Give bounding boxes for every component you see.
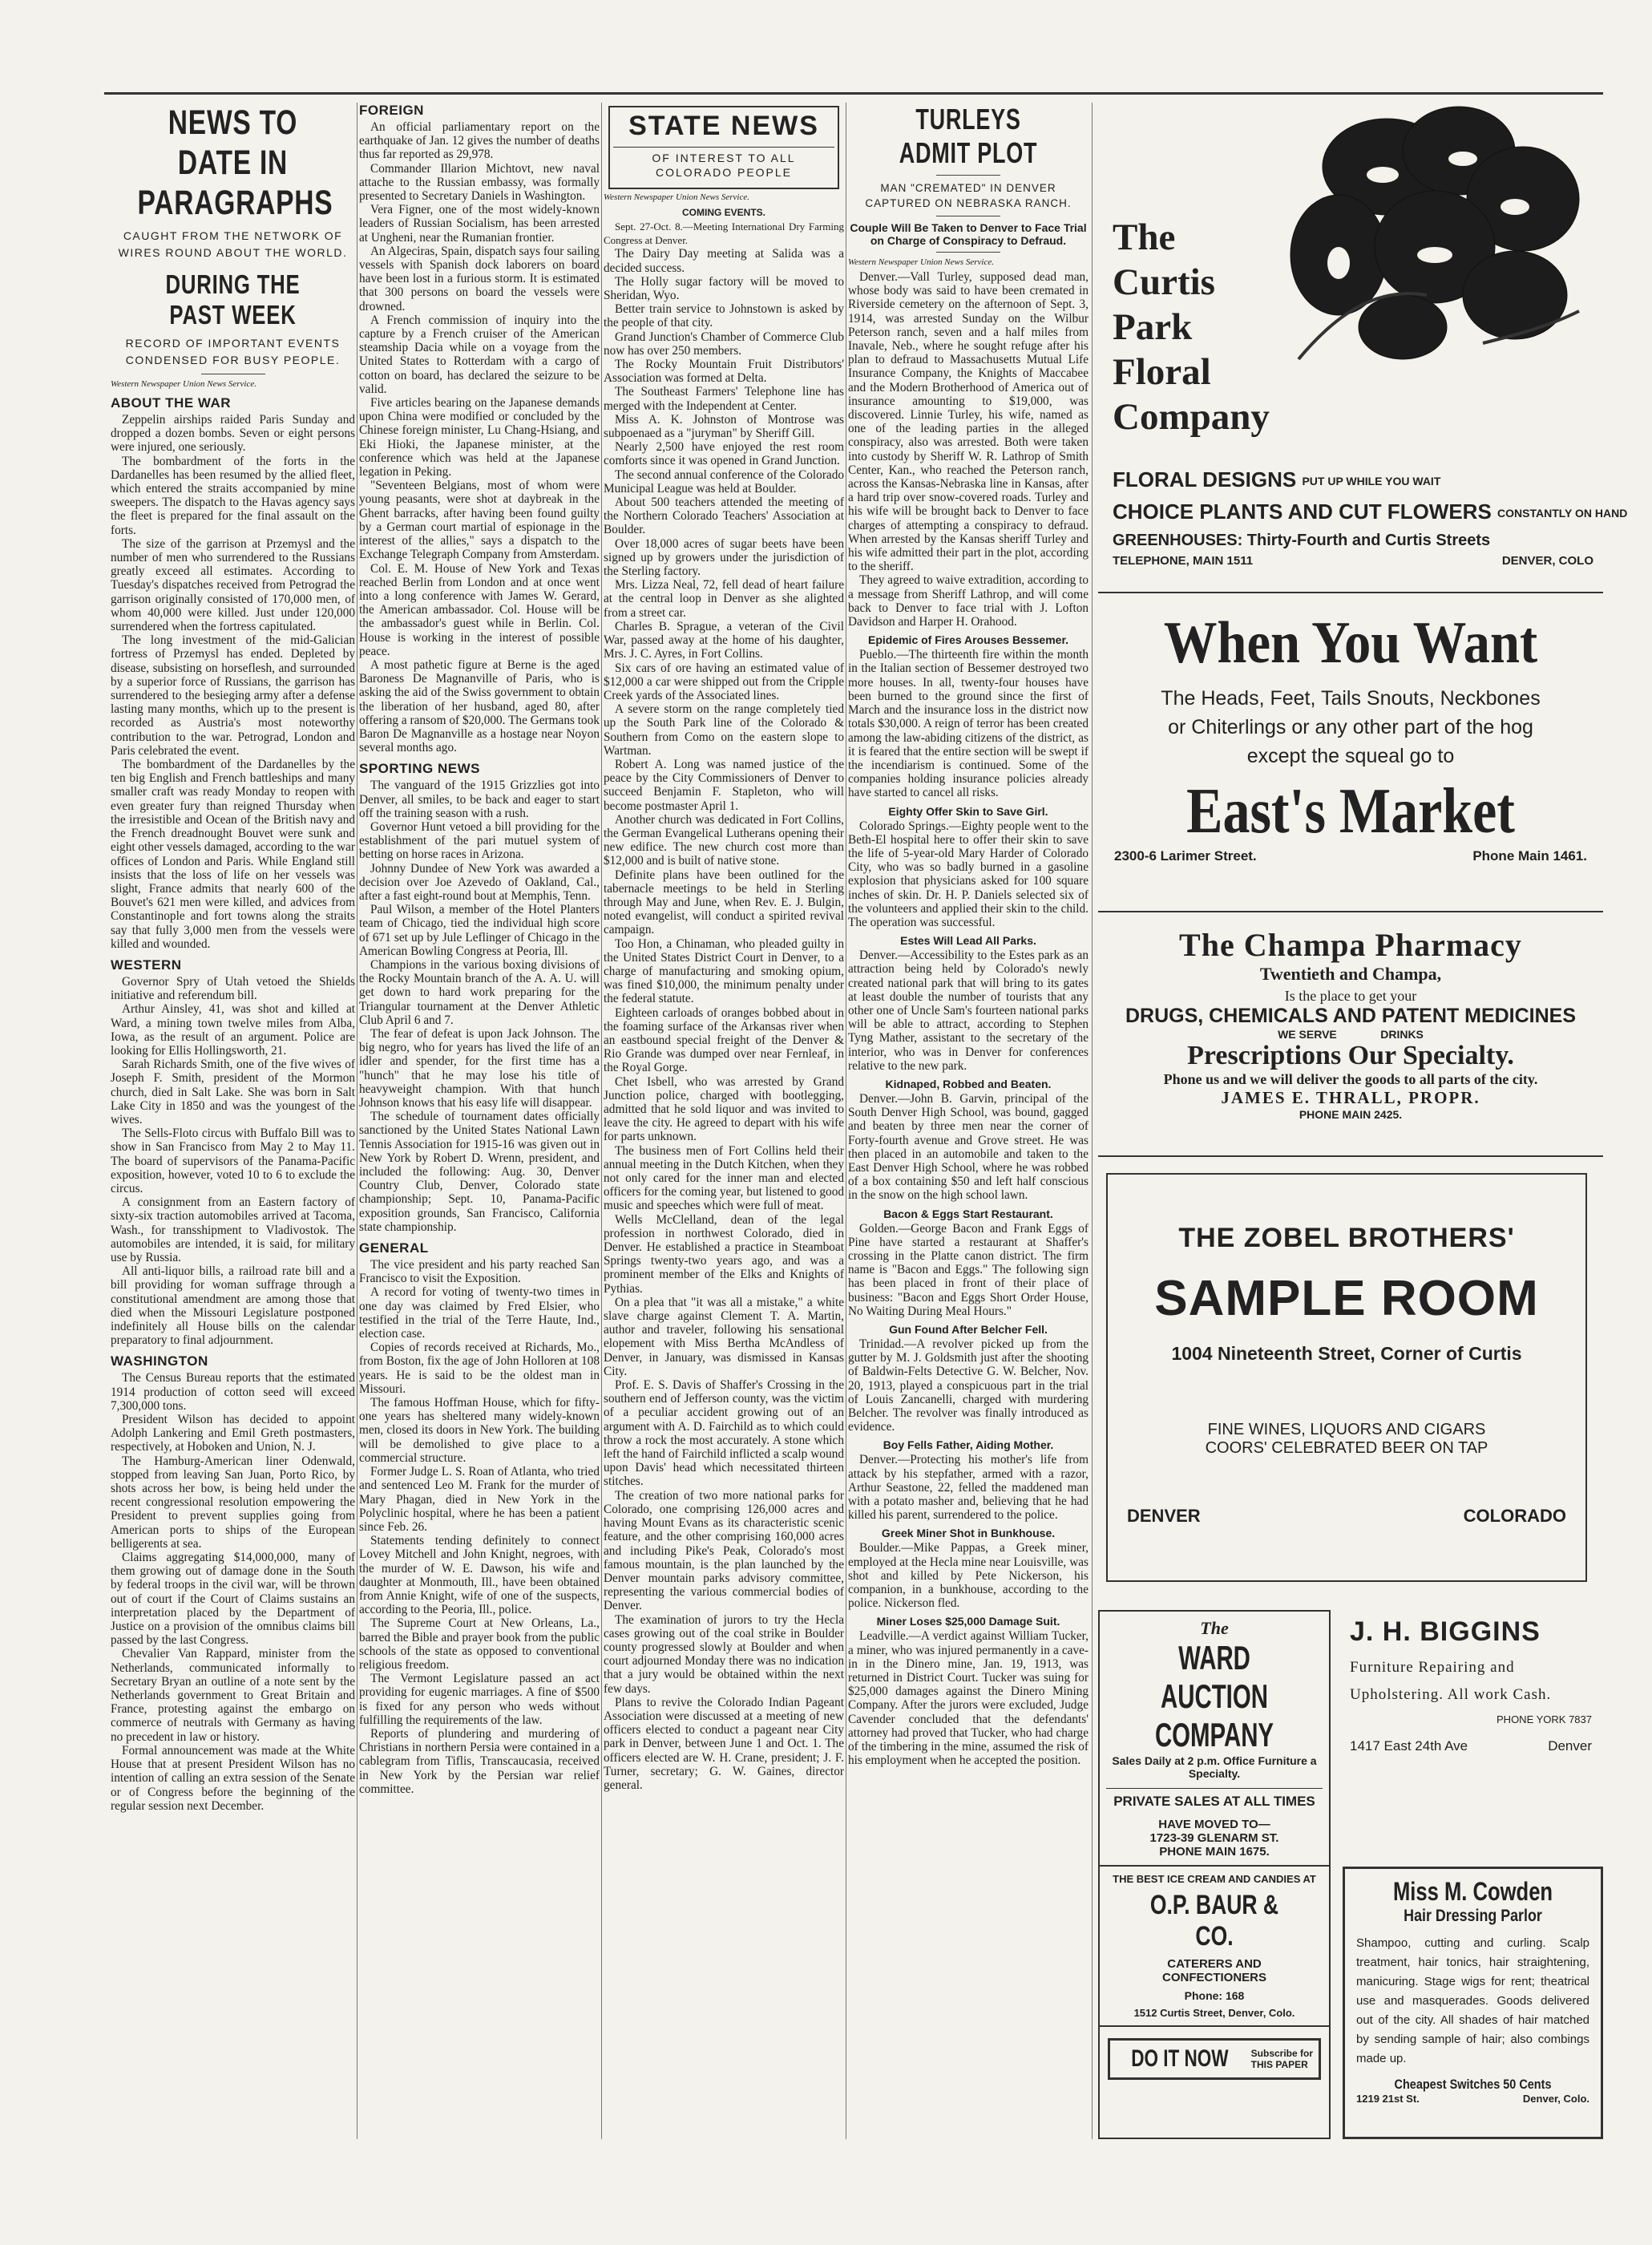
article-paragraph: The long investment of the mid-Galician fortress of Przemysl has ended. Depleted by disease, subsisting on horseflesh, and surrounded by a superior force of Russians, the garrison has surrendered to the besieging army after a defense lasting many months, which up to the present is recorded as Austria's most noteworthy contribution to the war. Petrograd, London and Paris celebrated the event. [111, 633, 355, 758]
zobel-sample-room: SAMPLE ROOM [1154, 1271, 1539, 1326]
baur-line: CONFECTIONERS [1161, 1971, 1266, 1984]
do-it-now-box [1108, 2038, 1321, 2080]
baur-line: CATERERS AND [1167, 1957, 1262, 1971]
pharmacy-delivery: Phone us and we will deliver the goods to all parts of the city. [1163, 1071, 1538, 1087]
east-phone: Phone Main 1461. [1472, 848, 1587, 864]
biggins-ad [1339, 1610, 1603, 1867]
zobel-line: FINE WINES, LIQUORS AND CIGARS [1207, 1421, 1486, 1438]
ward-the: The [1200, 1618, 1229, 1638]
zobel-footer [1108, 1506, 1585, 1527]
story-heading: Bacon & Eggs Start Restaurant. [883, 1207, 1053, 1220]
story-body: Denver.—Accessibility to the Estes park as an attraction being held by Colorado's newly created national park that will bring to its gates at least double the number of tourists that any other one of Uncle Sam's fourteen national parks will be able to attract, according to Stephen Tyng Mather, assistant to the secretary of the interior, who was in Denver for conferences relative to the new park. [848, 949, 1089, 1073]
article-paragraph: Five articles bearing on the Japanese demands upon China were modified or concluded by the Chinese foreign minister, Lu Chang-Hsiang, and Eki Hioki, the Japanese minister, at the conference which was held at the Japanese legation in Peking. [359, 396, 600, 479]
east-ad-body [1098, 684, 1603, 771]
florist-text: CONSTANTLY ON HAND [1497, 506, 1628, 520]
pharmacy-drugs: DRUGS, CHEMICALS AND PATENT MEDICINES [1125, 1005, 1577, 1027]
east-ad-line: or Chiterlings or any other part of the hog [1168, 716, 1533, 738]
article-paragraph: The second annual conference of the Colorado Municipal League was held at Boulder. [604, 467, 844, 496]
article-paragraph: The vice president and his party reached San Francisco to visit the Exposition. [359, 1258, 600, 1286]
pharmacy-serve: WE SERVE [1278, 1028, 1337, 1041]
florist-name-line: Company [1113, 396, 1270, 438]
article-paragraph: The fear of defeat is upon Jack Johnson. The big negro, who for years has lived the life of an idler and spender, for the first time has a "hunch" that he may lose his title of heavyweight champion. With that hunch Johnson knows that his easy life will disappear. [359, 1027, 600, 1110]
article-paragraph: The business men of Fort Collins held their annual meeting in the Dutch Kitchen, when they not only cared for the inner man and elected officers for the coming year, but listened to good music and speeches which were full of meat. [604, 1143, 844, 1213]
article-paragraph: Champions in the various boxing divisions of the Rocky Mountain branch of the A. A. U. will get down to hard work preparing for the Triangular tournament at the Denver Athletic Club April 6 and 7. [359, 957, 600, 1027]
article-paragraph: Governor Spry of Utah vetoed the Shields initiative and referendum bill. [111, 974, 355, 1003]
florist-phone: TELEPHONE, MAIN 1511 [1113, 554, 1254, 568]
deck: CAUGHT FROM THE NETWORK OF WIRES ROUND ABOUT THE WORLD. [118, 229, 348, 259]
column-3 [604, 103, 844, 2139]
pharmacy-ad [1098, 916, 1603, 1157]
article-paragraph: A consignment from an Eastern factory of sixty-six traction automobiles arrived at Tacoma, Wash., for transshipment to Vladivostok. The automobiles are intended, it is said, for military use by Russia. [111, 1195, 355, 1264]
pharmacy-drinks-word: DRINKS [1380, 1028, 1424, 1041]
do-it-now: DO IT NOW [1131, 2045, 1229, 2072]
florist-name-line: Floral [1113, 351, 1211, 393]
telephone-line [1113, 554, 1593, 568]
florist-text: FLORAL DESIGNS [1113, 467, 1297, 491]
story-body: Denver.—John B. Garvin, principal of the South Denver High School, was bound, gagged and beaten by three men near the corner of Forty-fourth avenue and Grove street. He was then placed in an automobile and taken to the East Denver High School, where he was robbed of a box containing $50 and left half conscious in the snow on the high school lawn. [848, 1091, 1089, 1203]
florist-text: PUT UP WHILE YOU WAIT [1302, 474, 1441, 487]
choice-plants-line [1113, 500, 1628, 524]
article-paragraph: Claims aggregating $14,000,000, many of them growing out of damage done in the South by federal troops in the civil war, will be thrown out of court if the Court of Claims sustains an interpretation placed by the Department of Justice on a provision of the omnibus claims bill passed by the last Congress. [111, 1551, 355, 1648]
pharmacy-specialty: Prescriptions Our Specialty. [1187, 1041, 1514, 1070]
article-paragraph: The Vermont Legislature passed an act providing for eugenic marriages. A fine of $500 is fixed for any person who weds without fulfilling the requirements of the law. [359, 1672, 600, 1727]
article-paragraph: A record for voting of twenty-two times in one day was claimed by Fred Elsier, who testified in the trial of the Terre Haute, Ind., election case. [359, 1285, 600, 1341]
pharmacy-title: The Champa Pharmacy [1179, 927, 1522, 963]
coming-events-heading: COMING EVENTS. [681, 207, 765, 218]
article-paragraph: The Southeast Farmers' Telephone line has merged with the Independent at Center. [604, 385, 844, 413]
article-paragraph: The vanguard of the 1915 Grizzlies got into Denver, all smiles, to be back and eager to start off the training season with a rush. [359, 779, 600, 820]
article-paragraph: Zeppelin airships raided Paris Sunday and dropped a dozen bombs. Seven or eight persons were injured, one seriously. [111, 413, 355, 455]
article-paragraph: A severe storm on the range completely tied up the South Park line of the Colorado & Southern from Como on the eastern slope to Wartman. [604, 702, 844, 758]
cowden-footer [1345, 2093, 1601, 2105]
florist-name-line: Park [1113, 306, 1193, 348]
story-body: Leadville.—A verdict against William Tucker, a miner, who was injured permanently in a cave-in in the Dinero mine, Jan. 19, 1913, was returned in District Court. Tucker was suing for $25,000 damages against the Dinero Mining Company. After the jurors were excluded, Judge Cavender concluded that the defendants' attorney had proved that Tucker, who had charge of the timbering in the mine, assumed the risk of his employment when he accepted the position. [848, 1629, 1089, 1768]
pharmacy-phone: PHONE MAIN 2425. [1299, 1108, 1403, 1121]
article-list [111, 975, 355, 1347]
ward-line: PHONE MAIN 1675. [1159, 1845, 1270, 1859]
column-rule [1092, 103, 1093, 2139]
article-paragraph: "Seventeen Belgians, most of whom were young peasants, were shot at daybreak in the Ghent barracks, after having been found guilty by a German court martial of espionage in the interest of the allies," says a dispatch to the Exchange Telegraph Company from Amsterdam. [359, 479, 600, 562]
events-text: Sept. 27-Oct. 8.—Meeting International Dry Farming Congress at Denver. [604, 220, 844, 247]
section-heading: FOREIGN [359, 103, 424, 118]
article-paragraph: The Holly sugar factory will be moved to Sheridan, Wyo. [604, 274, 844, 303]
article-paragraph: Commander Illarion Michtovt, new naval attache to the Russian embassy, was formally presented to Secretary Daniels in Washington. [359, 161, 600, 204]
baur-name: O.P. BAUR & CO. [1149, 1890, 1279, 1952]
article-paragraph: Sarah Richards Smith, one of the five wives of Joseph F. Smith, president of the Mormon church, died in Salt Lake. She was born in Salt Lake City in 1850 and was the youngest of the wives. [111, 1058, 355, 1127]
pharmacy-line: Is the place to get your [1284, 988, 1417, 1004]
florist-name-line: Curtis [1113, 261, 1215, 303]
do-it-now-sub: Subscribe for THIS PAPER [1250, 2048, 1314, 2070]
article-paragraph: Chet Isbell, who was arrested by Grand Junction police, charged with bootlegging, admitted that he sold liquor and was invited to leave the city. He agreed to depart with his wife for parts unknown. [604, 1074, 844, 1144]
story-heading: Eighty Offer Skin to Save Girl. [888, 804, 1048, 818]
article-paragraph: Johnny Dundee of New York was awarded a decision over Joe Azevedo of Oakland, Cal., after a fast eight-round bout at Memphis, Tenn. [359, 861, 600, 903]
story-body: Golden.—George Bacon and Frank Eggs of Pine have started a restaurant at Shaffer's crossing in the Platte canon district. The firm name is "Bacon and Eggs." The following sign has been placed in front of their place of business: "Bacon and Eggs Short Order House, No Waiting During Meal Hours." [848, 1221, 1089, 1318]
article-paragraph: Prof. E. S. Davis of Shaffer's Crossing in the southern end of Jefferson county, was the victim of a peculiar accident growing out of an argument with A. D. Fairchild as to which could throw a rock the most accurately. A stone which left the hand of Fairchild inflicted a scalp wound upon Davis' head which necessitated thirteen stitches. [604, 1378, 844, 1489]
zobel-state: COLORADO [1463, 1506, 1566, 1526]
article-paragraph: Definite plans have been outlined for the tabernacle meetings to be held in Sterling through May and June, when Rev. E. J. Bulgin, noted evangelist, will conduct a spirited revival campaign. [604, 868, 844, 937]
cowden-bottom: Cheapest Switches 50 Cents [1394, 2077, 1552, 2092]
pharmacy-sub: Twentieth and Champa, [1259, 964, 1442, 984]
biggins-name: J. H. BIGGINS [1350, 1616, 1541, 1647]
article-paragraph: Arthur Ainsley, 41, was shot and killed at Ward, a mining town twelve miles from Alba, Iowa, as the result of an argument. Police are looking for Ellis Hollingsworth, 21. [111, 1002, 355, 1058]
cowden-sub: Hair Dressing Parlor [1404, 1907, 1542, 1925]
column-4 [848, 103, 1089, 2139]
article-list [848, 270, 1089, 629]
article-list [359, 120, 600, 754]
article-paragraph: Eighteen carloads of oranges bobbed about in the foaming surface of the Arkansas river when an eastbound special freight of the Denver & Rio Grande was dumped over near Fernleaf, in the Royal Gorge. [604, 1005, 844, 1075]
article-paragraph: An Algeciras, Spain, dispatch says four sailing vessels with Spanish dock laborers on board have been lost in a furious storm. It is estimated that 300 persons on board the vessels were drowned. [359, 244, 600, 313]
article-paragraph: The Hamburg-American liner Odenwald, stopped from leaving San Juan, Porto Rico, by shots across her bow, is being held under the recent congressional resolution empowering the President to prevent supplies going from American ports to ships of the European belligerents at sea. [111, 1454, 355, 1551]
baur-top: THE BEST ICE CREAM AND CANDIES AT [1113, 1873, 1316, 1885]
zobel-ad [1098, 1165, 1603, 1598]
column-2 [359, 103, 600, 2139]
florist-name [1113, 215, 1270, 439]
zobel-title: THE ZOBEL BROTHERS' [1178, 1223, 1515, 1253]
biggins-address: 1417 East 24th Ave [1350, 1738, 1468, 1754]
article-paragraph: Governor Hunt vetoed a bill providing for the establishment of the pari mutuel system of betting on horse races in Arizona. [359, 819, 600, 862]
article-paragraph: Wells McClelland, dean of the legal profession in northwest Colorado, died in Denver. He established a practice in Steamboat Springs twenty-two years ago, and was a prominent member of the Elks and Knights of Pythias. [604, 1212, 844, 1296]
divider [936, 175, 1000, 176]
newspaper-page [104, 92, 1628, 2147]
article-list [111, 413, 355, 951]
story-body: Pueblo.—The thirteenth fire within the month in the Italian section of Bessemer destroyed two more houses. In all, twenty-four houses have been burned to the ground since the first of March and the insurance loss in the district now totals $30,000. A reign of terror has been created among the law-abiding citizens of the district, as it is feared that the entire section will be swept if the incendiarism is continued. Some of the companies holding insurance policies already have started to cancel all risks. [848, 648, 1089, 800]
article-paragraph: All anti-liquor bills, a railroad rate bill and a bill providing for woman suffrage through a constitutional amendment are among those that died when the Missouri Legislature postponed indefinitely all House bills on the calendar preparatory to final adjournment. [111, 1264, 355, 1348]
florist-city: DENVER, COLO [1501, 554, 1593, 568]
column-rule [601, 103, 602, 2139]
cowden-address: 1219 21st St. [1356, 2093, 1420, 2105]
article-paragraph: The examination of jurors to try the Hecla cases growing out of the coal strike in Boulder county progressed slowly at Boulder and when court adjourned Monday there was no indication that a jury would be obtained within the next few days. [604, 1612, 844, 1696]
article-paragraph: An official parliamentary report on the earthquake of Jan. 12 gives the number of deaths thus far reported as 29,978. [359, 120, 600, 162]
article-paragraph: Plans to revive the Colorado Indian Pageant Association were discussed at a meeting of new officers elected to conduct a pageant near City park in Denver, between June 1 and Oct. 1. The officers elected are W. H. Crane, president; J. F. Turner, secretary; G. W. Gaines, director general. [604, 1695, 844, 1792]
column-1 [111, 103, 355, 2139]
article-paragraph: Nearly 2,500 have enjoyed the rest room comforts since it was opened in Grand Junction. [604, 440, 844, 468]
east-ad-line: except the squeal go to [1246, 745, 1455, 767]
section-heading: SPORTING NEWS [359, 761, 481, 777]
story-heading: Kidnaped, Robbed and Beaten. [885, 1077, 1052, 1090]
article-paragraph: Miss A. K. Johnston of Montrose was subpoenaed as a "juryman" by Sheriff Gill. [604, 412, 844, 441]
baur-address: 1512 Curtis Street, Denver, Colo. [1133, 2007, 1295, 2019]
article-paragraph: A most pathetic figure at Berne is the aged Baroness De Magnanville of Paris, who is asking the aid of the Swiss government to obtain the liberation of her husband, aged 80, after offering a ransom of $20,000. The Germans took Baron De Magnanville as a hostage near Noyon several months ago. [359, 657, 600, 755]
article-paragraph: The Sells-Floto circus with Buffalo Bill was to show in San Francisco from May 2 to May 11. The board of supervisors of the Panama-Pacific exposition, however, voted 10 to 6 to exclude the circus. [111, 1127, 355, 1195]
biggins-line: Furniture Repairing and Upholstering. All work Cash. [1350, 1659, 1552, 1703]
story-body: Trinidad.—A revolver picked up from the gutter by M. J. Goldsmith just after the shooting of Baldwin-Felts Detective G. W. Belcher, Nov. 20, 1913, played a conspicuous part in the trial of Louis Zancanelli, charged with murdering Belcher. The revolver was finally introduced as evidence. [848, 1337, 1089, 1434]
article-paragraph: The bombardment of the Dardanelles by the ten big English and French battleships and many smaller craft was ready Monday to reopen with even greater fury than reigned Thursday when the irresistible and Ocean of the British navy and the French dreadnought Bouvet were sunk and eight other vessels damaged, according to the war offices of London and Paris. While England still insists that the loss of life on her vessels was slight, France admits that nearly 600 of the Bouvet's 621 men were killed, and advices from Constantinople and fort towns along the straits say that fully 3,000 men from the vessels were killed and wounded. [111, 758, 355, 951]
article-paragraph: Another church was dedicated in Fort Collins, the German Evangelical Lutherans opening their new edifice. The new church cost more than $12,000 and is built of native stone. [604, 812, 844, 868]
story-body: Denver.—Protecting his mother's life from attack by his stepfather, armed with a razor, Arthur Seastone, 22, felled the maddened man with a potato masher and, believing that he had killed his parent, surrendered to the police. [848, 1453, 1089, 1523]
article-list [359, 1258, 600, 1796]
deck: RECORD OF IMPORTANT EVENTS CONDENSED FOR BUSY PEOPLE. [125, 337, 341, 366]
greenhouses-line: GREENHOUSES: Thirty-Fourth and Curtis Streets [1113, 532, 1491, 549]
story-heading: Epidemic of Fires Arouses Bessemer. [867, 633, 1069, 647]
section-heading: WESTERN [111, 957, 182, 973]
article-list [604, 247, 844, 1792]
biggins-footer [1339, 1730, 1603, 1762]
article-paragraph: A French commission of inquiry into the capture by a French cruiser of the American steamship Dacia while on a voyage from the United States to Rotterdam with a cargo of cotton on board, has declared the seizure to be valid. [359, 313, 600, 396]
florist-ad [1098, 103, 1628, 584]
deck: MAN "CREMATED" IN DENVER CAPTURED ON NEBRASKA RANCH. [865, 182, 1072, 209]
cowden-body: Shampoo, cutting and curling. Scalp treatment, hair tonics, hair straightening, manicuring. Stage wigs for rent; theatrical use and masquerades. Goods delivered out of the city. All shades of hair matched by sending sample of hair; also combings made up. [1356, 1936, 1589, 2065]
article-paragraph: On a plea that "it was all a mistake," a white slave charge against Clement T. A. Martin, author and traveler, following his sensational elopement with Miss Bertha McAndless of Denver, in January, was dismissed in Kansas City. [604, 1295, 844, 1378]
divider [936, 252, 1000, 253]
article-paragraph: The bombardment of the forts in the Dardanelles has been resumed by the allied fleet, which entered the straits accompanied by mine sweepers. The dispatch to the Havas agency says the fleet is prepared for the final assault on the forts. [111, 454, 355, 537]
article-paragraph: Denver.—Vall Turley, supposed dead man, whose body was said to have been cremated in Riverside cemetery on the afternoon of Sept. 3, 1914, was arrested Sunday on the Wilbur Peterson ranch, seven and a half miles from Inavale, Neb., where he sought refuge after his plan to defraud to Massachusetts Mutual Life Insurance Company, the Knights of Maccabee and the Modern Brotherhood of America out of insurance amounting to $19,000, was discovered. Linnie Turley, his wife, named as one of the leading parties in the alleged conspiracy, also was arrested. Both were taken into custody by Sheriff W. R. Lathrop of Smith Center, Kan., who reached the Peterson ranch, across the Kansas-Nebraska line in Kansas, after a hard trip over snow-covered roads. Turley and his wife will be brought back to Denver to face charges of attempting a conspiracy to defraud. When arrested by the Kansas sheriff Turley and his wife admitted their part in the plot, according to the sheriff. [848, 270, 1089, 574]
article-paragraph: The Dairy Day meeting at Salida was a decided success. [604, 247, 844, 275]
ward-auction-ad [1098, 1610, 1331, 2139]
ads-column [1098, 103, 1628, 2139]
article-paragraph: The famous Hoffman House, which for fifty-one years has sheltered many widely-known men, closed its doors in New York. The building will be demolished to give place to a commercial structure. [359, 1396, 600, 1465]
article-paragraph: Paul Wilson, a member of the Hotel Planters team of Chicago, tied the individual high score of 671 set up by Jule Leflinger of Chicago in the American Bowling Congress at Peoria, Ill. [359, 903, 600, 958]
article-paragraph: Charles B. Sprague, a veteran of the Civil War, passed away at the home of his daughter, Mrs. J. C. Ayres, in Fort Collins. [604, 619, 844, 661]
article-paragraph: About 500 teachers attended the meeting of the Northern Colorado Teachers' Association at Boulder. [604, 496, 844, 537]
article-paragraph: Too Hon, a Chinaman, who pleaded guilty in the United States District Court in Denver, to a charge of manufacturing and smoking opium, was fined $10,000, the minimum penalty under the federal statute. [604, 936, 844, 1006]
article-paragraph: Robert A. Long was named justice of the peace by the City Commissioners of Denver to succeed Benjamin F. Stapleton, who will become postmaster April 1. [604, 757, 844, 813]
article-paragraph: President Wilson has decided to appoint Adolph Lankering and Emil Greth postmasters, respectively, at Hoboken and Union, N. J. [111, 1413, 355, 1454]
article-paragraph: Mrs. Lizza Neal, 72, fell dead of heart failure at the central loop in Denver as she alighted from a street car. [604, 578, 844, 620]
zobel-address: 1004 Nineteenth Street, Corner of Curtis [1171, 1343, 1522, 1364]
east-market-ad [1098, 592, 1603, 912]
florist-name-line: The [1113, 216, 1176, 258]
story-heading: Miner Loses $25,000 Damage Suit. [876, 1615, 1060, 1628]
article-paragraph: The Census Bureau reports that the estimated 1914 production of cotton seed will exceed 7,300,000 tons. [111, 1371, 355, 1413]
story-list [848, 633, 1089, 1767]
state-news-title: STATE NEWS [628, 111, 819, 141]
article-paragraph: Better train service to Johnstown is asked by the people of that city. [604, 302, 844, 330]
ward-line: 1723-39 GLENARM ST. [1149, 1831, 1279, 1845]
article-paragraph: Formal announcement was made at the White House that at present President Wilson has no intention of calling an extra session of the Senate or of Congress before the beginning of the regular session next December. [111, 1743, 355, 1813]
east-footer [1098, 848, 1603, 864]
east-address: 2300-6 Larimer Street. [1114, 848, 1257, 864]
article-paragraph: Vera Figner, one of the most widely-known leaders of Russian Socialism, has been arrested at Ungheni, near the Rumanian frontier. [359, 203, 600, 245]
floral-designs-line [1113, 467, 1441, 492]
wire-credit: Western Newspaper Union News Service. [111, 379, 256, 389]
article-list [359, 779, 600, 1234]
deck: Couple Will Be Taken to Denver to Face Trial on Charge of Conspiracy to Defraud. [850, 221, 1087, 247]
article-paragraph: Former Judge L. S. Roan of Atlanta, who tried and sentenced Leo M. Frank for the murder of Mary Phagan, died in New York in the Polyclinic hospital, where he has been a patient since Feb. 26. [359, 1465, 600, 1534]
section-heading: ABOUT THE WAR [111, 395, 232, 411]
biggins-phone: PHONE YORK 7837 [1496, 1713, 1592, 1725]
headline-past-week: DURING THE PAST WEEK [165, 269, 301, 330]
story-body: Boulder.—Mike Pappas, a Greek miner, employed at the Hecla mine near Louisville, was shot and killed by Pete Nickerson, his companion, in a bunkhouse, according to the police. Nickerson fled. [848, 1541, 1089, 1611]
article-paragraph: The Rocky Mountain Fruit Distributors' Association was formed at Delta. [604, 358, 844, 386]
ward-line: PRIVATE SALES AT ALL TIMES [1106, 1788, 1323, 1810]
state-news-box [608, 106, 839, 189]
east-ad-line: The Heads, Feet, Tails Snouts, Neckbones [1161, 687, 1541, 710]
article-paragraph: Reports of plundering and murdering of Christians in northern Persia were contained in a cablegram from Tiflis, Transcaucasia, received in New York by the Persian war relief committee. [359, 1726, 600, 1796]
ward-line: Sales Daily at 2 p.m. Office Furniture a Specialty. [1112, 1754, 1317, 1780]
article-paragraph: The creation of two more national parks for Colorado, one comprising 126,000 acres and having Mount Evans as its characteristic scenic feature, and the other comprising 160,000 acres and including Pike's Peak, Colorado's most famous mountain, is the plan launched by the Denver mountain parks advisory committee, representing the various commercial bodies of Denver. [604, 1488, 844, 1613]
cowden-ad [1343, 1867, 1603, 2139]
baur-phone: Phone: 168 [1184, 1989, 1245, 2002]
pharmacy-drinks [1098, 1028, 1603, 1041]
story-heading: Greek Miner Shot in Bunkhouse. [881, 1527, 1056, 1540]
section-heading: GENERAL [359, 1240, 429, 1256]
article-paragraph: The Supreme Court at New Orleans, La., barred the Bible and prayer book from the public schools of the state as opposed to conventional religious freedom. [359, 1616, 600, 1672]
east-ad-title: When You Want [1163, 610, 1538, 676]
article-paragraph: Chevalier Van Rappard, minister from the Netherlands, communicated informally to Secretary Bryan an outline of a note sent by the Netherlands government to Great Britain and France, protesting against the embargo on commerce of neutrals with Germany as having no precedent in law or history. [111, 1647, 355, 1744]
story-heading: Estes Will Lead All Parks. [900, 934, 1036, 948]
state-news-subtitle: OF INTEREST TO ALL COLORADO PEOPLE [613, 147, 834, 180]
cowden-city: Denver, Colo. [1522, 2093, 1589, 2105]
story-heading: Boy Fells Father, Aiding Mother. [883, 1438, 1054, 1452]
story-body: Colorado Springs.—Eighty people went to the Beth-El hospital here to offer their skin to save the life of 5-year-old Mary Harder of Colorado City, who was so badly burned in a gasoline explosion that physicians asked for 100 square inches of skin. Dr. H. P. Daniels selected six of the volunteers and applied their skin to the child. The operation was successful. [848, 819, 1089, 929]
zobel-line: COORS' CELEBRATED BEER ON TAP [1205, 1439, 1488, 1457]
zobel-box [1106, 1173, 1587, 1582]
article-paragraph: Grand Junction's Chamber of Commerce Club now has over 250 members. [604, 330, 844, 358]
article-paragraph: They agreed to waive extradition, according to a message from Sheriff Lathrop, and will come back to Denver to face trial with J. Lofton Davidson and Harper H. Orahood. [848, 573, 1089, 629]
pharmacy-prop: JAMES E. THRALL, PROPR. [1221, 1088, 1480, 1107]
article-paragraph: The schedule of tournament dates officially sanctioned by the United States National Lawn Tennis Association for 1915-16 was given out in New York by Robert D. Wrenn, president, and included the following: Aug. 30, Denver Country Club, Denver, Colorado state championship; Sept. 10, Panama-Pacific exposition grounds, San Francisco, California state championship. [359, 1110, 600, 1234]
headline-turleys: TURLEYS ADMIT PLOT [899, 103, 1038, 169]
wire-credit: Western Newspaper Union News Service. [604, 192, 749, 202]
article-paragraph: Copies of records received at Richards, Mo., from Boston, fix the age of John Holloren at 108 years. He is said to be the oldest man in Missouri. [359, 1341, 600, 1396]
article-list [111, 1371, 355, 1813]
cowden-name: Miss M. Cowden [1392, 1877, 1553, 1906]
section-heading: WASHINGTON [111, 1353, 208, 1369]
east-market-name: East's Market [1186, 776, 1515, 847]
article-paragraph: The size of the garrison at Przemysl and the number of men who surrendered to the Russians greatly exceed all estimates. According to Tuesday's dispatches received from Petrograd the garrison originally consisted of 170,000 men, of whom 40,000 were killed. Just under 120,000 surrendered when the fortress capitulated. [111, 536, 355, 634]
ward-line: HAVE MOVED TO— [1158, 1818, 1270, 1831]
article-paragraph: Over 18,000 acres of sugar beets have been signed up by growers under the jurisdiction of the Sterling factory. [604, 536, 844, 579]
ward-name: WARD AUCTION COMPANY [1154, 1639, 1274, 1754]
article-paragraph: Col. E. M. House of New York and Texas reached Berlin from London and at once went into a long conference with James W. Gerard, the American ambassador. Col. House will be the ambassador's guest while in Berlin. Col. House is working in the interest of possible peace. [359, 561, 600, 658]
biggins-city: Denver [1548, 1738, 1592, 1754]
article-paragraph: Six cars of ore having an estimated value of $12,000 a car were shipped out from the Cripple Creek yards of the Associated lines. [604, 661, 844, 702]
article-paragraph: Statements tending definitely to connect Lovey Mitchell and John Knight, negroes, with the murder of W. E. Dawson, his wife and daughter at Monmouth, Ill., have been obtained from Annie Knight, wife of one of the suspects, according to the Peoria, Ill., police. [359, 1534, 600, 1617]
story-heading: Gun Found After Belcher Fell. [889, 1323, 1048, 1337]
florist-text: CHOICE PLANTS AND CUT FLOWERS [1113, 500, 1492, 524]
zobel-city: DENVER [1127, 1506, 1201, 1526]
wire-credit: Western Newspaper Union News Service. [848, 257, 994, 267]
headline-news-to-date: NEWS TO DATE IN PARAGRAPHS [137, 103, 333, 222]
